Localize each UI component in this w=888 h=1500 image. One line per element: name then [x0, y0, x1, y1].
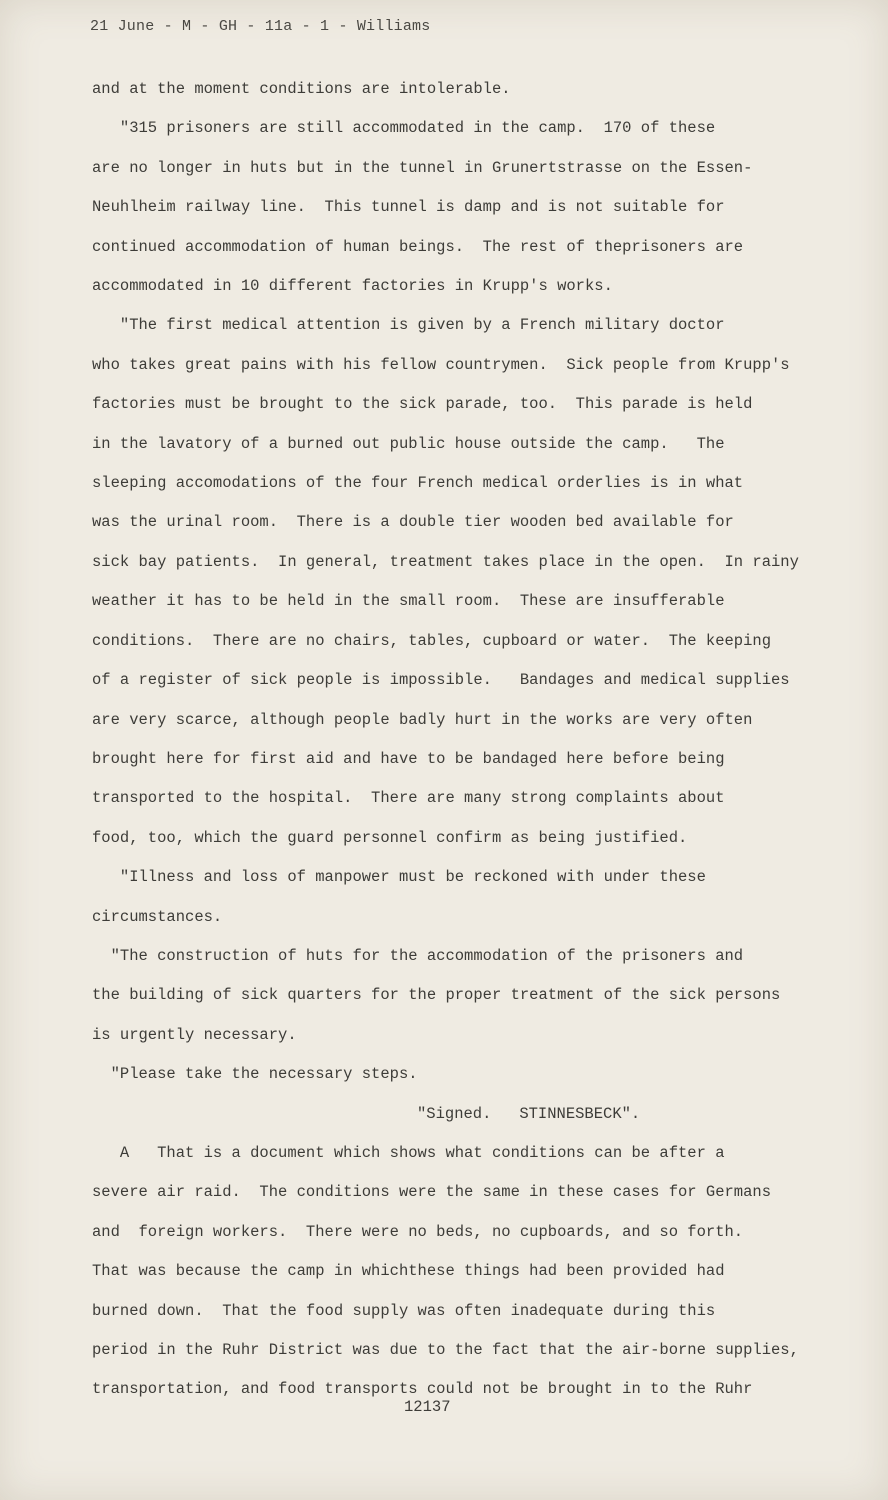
text-line: brought here for first aid and have to be bandaged here before being: [92, 749, 725, 768]
text-line: transportation, and food transports could not be brought in to the Ruhr: [92, 1380, 753, 1399]
text-line: is urgently necessary.: [92, 1025, 297, 1044]
text-line: sick bay patients. In general, treatment takes place in the open. In rainy: [92, 552, 799, 571]
text-line: burned down. That the food supply was often inadequate during this: [92, 1301, 716, 1320]
text-line: who takes great pains with his fellow countrymen. Sick people from Krupp's: [92, 355, 790, 374]
text-line: "Please take the necessary steps.: [92, 1065, 418, 1084]
text-line: A That is a document which shows what conditions can be after a: [92, 1143, 725, 1162]
text-line: "315 prisoners are still accommodated in the camp. 170 of these: [92, 119, 716, 138]
text-line: "The construction of huts for the accommodation of the prisoners and: [92, 946, 744, 965]
text-line: "Illness and loss of manpower must be reckoned with under these: [92, 868, 706, 887]
text-line: severe air raid. The conditions were the same in these cases for Germans: [92, 1183, 772, 1202]
text-line: circumstances.: [92, 907, 223, 926]
text-line: period in the Ruhr District was due to the fact that the air-borne supplies,: [92, 1341, 799, 1359]
text-line: sleeping accomodations of the four French medical orderlies is in what: [92, 474, 744, 493]
text-line: accommodated in 10 different factories in Krupp's works.: [92, 277, 613, 296]
text-line: That was because the camp in whichthese things had been provided had: [92, 1262, 725, 1281]
text-line: in the lavatory of a burned out public house outside the camp. The: [92, 434, 725, 453]
text-line: conditions. There are no chairs, tables, cupboard or water. The keeping: [92, 631, 772, 650]
text-line: of a register of sick people is impossible. Bandages and medical supplies: [92, 671, 790, 690]
text-line: was the urinal room. There is a double tier wooden bed available for: [92, 513, 734, 532]
text-line: and foreign workers. There were no beds, no cupboards, and so forth.: [92, 1222, 744, 1241]
text-line: the building of sick quarters for the proper treatment of the sick persons: [92, 986, 781, 1005]
text-line: Neuhlheim railway line. This tunnel is damp and is not suitable for: [92, 198, 725, 217]
text-line: factories must be brought to the sick parade, too. This parade is held: [92, 395, 753, 414]
page-number: 12137: [404, 1398, 451, 1416]
signature-line: "Signed. STINNESBECK".: [417, 1104, 641, 1123]
text-line: are very scarce, although people badly hurt in the works are very often: [92, 710, 753, 729]
text-line: are no longer in huts but in the tunnel in Grunertstrasse on the Essen-: [92, 158, 753, 177]
document-body: [92, 70, 852, 1410]
text-line: weather it has to be held in the small room. These are insufferable: [92, 592, 725, 611]
page-header: 21 June - M - GH - 11a - 1 - Williams: [90, 18, 431, 35]
text-line: "The first medical attention is given by a French military doctor: [92, 316, 725, 335]
text-line: transported to the hospital. There are many strong complaints about: [92, 789, 725, 808]
text-line: and at the moment conditions are intolerable.: [92, 80, 511, 98]
text-line: continued accommodation of human beings. The rest of theprisoners are: [92, 237, 744, 256]
text-line: food, too, which the guard personnel confirm as being justified.: [92, 828, 688, 847]
